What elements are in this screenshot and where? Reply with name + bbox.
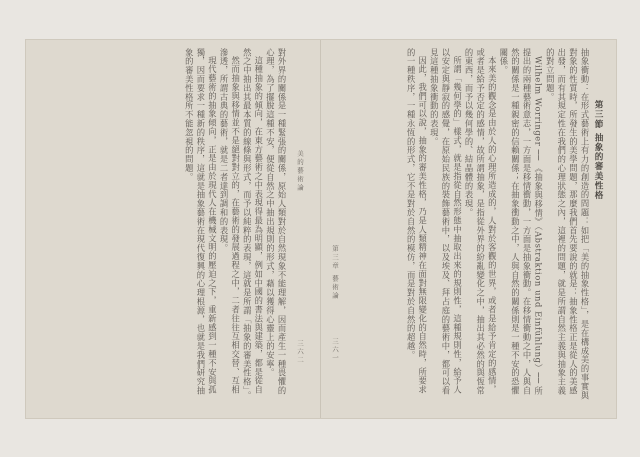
document-sheet [26,40,616,418]
chapter-heading: 第三節 抽象的審美性格 [593,100,603,200]
paragraph: 然而抽象與移情並不是絕對對立的，在藝術的發展過程之中，二者往往互相交替、互相滲透，所謂古典的藝術，就是二者達到調和的表現。 [219,48,241,395]
right-page [321,40,616,418]
page-number: 三六一 [331,338,339,362]
running-head: 第三章 藝術論 [331,245,339,301]
paragraph: Wilhelm Worringer ── 《抽象與移情》（Abstraktion und Einfühlung）── 所提出的兩種藝術意志，一方面是移情衝動，一方面是抽象衝動。在移情衝動之中，人與自然的關係是一種親密的信賴關係；在抽象衝動之中，人與自然的關係則是一種不安的恐懼關係。 [498,48,544,397]
paragraph: 現代藝術的抽象傾向，正是由於現代人在機械文明的壓迫之下，重新感到一種不安與孤獨，因而要求一種新的秩序，這就是抽象藝術在現代復興的心理根源，也就是我們研究抽象的審美性格所不能忽視的問題。 [184,48,218,396]
paragraph: 這種抽象的傾向，在東方藝術之中表現得最為明顯，例如中國的書法與建築，都是從自然之中抽出其最本質的線條與形式，而予以純粹的表現，這就是所謂「抽象的審美性格」。 [242,48,264,400]
page-number: 三六二 [296,340,304,364]
left-page [26,40,321,418]
right-page-body [347,48,590,403]
paragraph: 因此，我們可以說，抽象的審美性格，乃是人類精神在面對無限變化的自然時，所要求的一種秩序，一種永恆的形式，它不是對於自然的模仿，而是對於自然的超越。 [406,48,428,395]
left-page-body [96,48,287,403]
paragraph: 本來美的觀念是由於人的心理所造成的，人對於客觀的世界，或者是給予肯定的感情，或者是給予否定的感情，故所謂抽象，是指從外界的紛亂變化之中，抽出其必然的與恆常的東西，而予以幾何學的、結晶體的表現。 [464,48,498,396]
running-head: 美的藝術論 [296,150,304,193]
paragraph: 所謂「幾何學的」樣式，就是指從自然形態中抽取出來的規則性，這種規則性，給予人以安定與靜寂的感覺，在原始民族的裝飾藝術中，以及埃及、拜占庭的藝術中，都可以看見這種抽象衝動的表現。 [429,48,463,396]
paragraph: 抽象衝動：在形式藝術上有力的創造的問題：如把「美的抽象性格」，是在構成美的事實與對象的性質時，所發生的美學問題，那麼我們首先要說的就是：抽象性格正是從人的美感出發，而有其規定性在我們的心理狀態之內，這裡的問題，就是所謂自然主義與抽象主義的對立問題。 [545,48,590,400]
paragraph: 對外界的關係是一種緊張的關係，原始人類對於自然現象不能理解，因而產生一種畏懼的心理，為了擺脫這種不安，便從自然之中抽出規則的形式，藉以獲得心靈上的安寧。 [265,48,287,396]
